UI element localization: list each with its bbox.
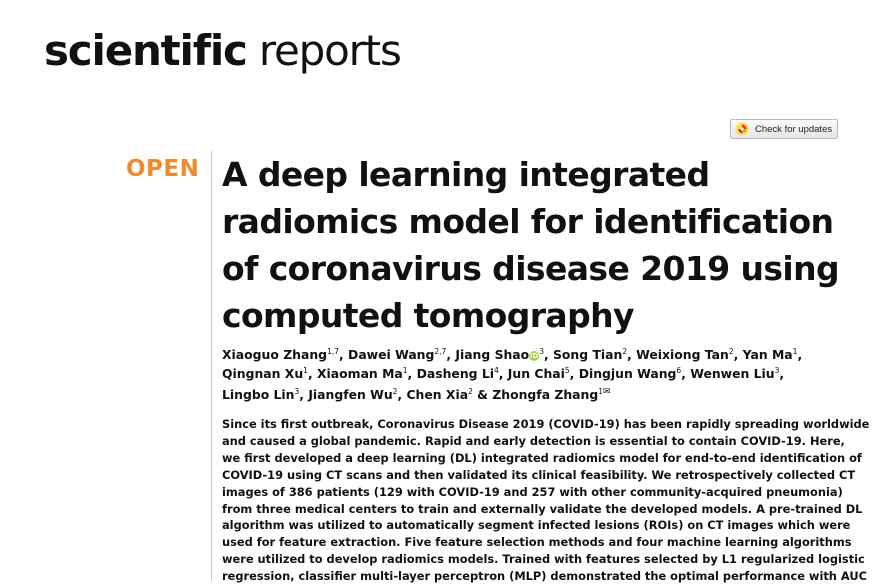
- abstract-line: regression, classifier multi-layer perceptron (MLP) demonstrated the optimal performance with AUC: [222, 569, 867, 584]
- affiliation-marker: 5: [564, 365, 570, 375]
- vertical-divider: [211, 151, 212, 580]
- affiliation-marker: 1: [792, 347, 798, 356]
- author[interactable]: [690, 366, 779, 381]
- abstract: [222, 416, 870, 585]
- affiliation-marker: 3: [294, 387, 300, 396]
- affiliation-marker: 3: [774, 365, 780, 375]
- journal-name-bold: scientific: [44, 26, 247, 75]
- affiliation-marker: 1: [598, 387, 604, 396]
- check-for-updates-icon: [735, 122, 749, 136]
- author[interactable]: [417, 366, 499, 381]
- email-icon[interactable]: ✉: [603, 387, 611, 397]
- author[interactable]: [553, 347, 627, 362]
- author-separator: ,: [779, 365, 785, 381]
- orcid-icon[interactable]: iD: [530, 352, 539, 360]
- title-line: of coronavirus disease 2019 using: [222, 249, 840, 288]
- author-name: Xiaoguo Zhang: [222, 347, 328, 362]
- author-separator: ,: [299, 387, 309, 402]
- affiliation-marker: 2: [468, 387, 473, 396]
- article-title: [222, 151, 862, 339]
- author[interactable]: [636, 347, 733, 362]
- journal-name-light: reports: [258, 26, 401, 75]
- author[interactable]: [406, 387, 472, 402]
- author-name: Jiang Shao: [455, 347, 530, 362]
- journal-name: [44, 26, 401, 75]
- author[interactable]: [222, 366, 308, 381]
- author-name: Dingjun Wang: [578, 365, 677, 381]
- abstract-line: COVID-19 using CT scans and then validated its clinical feasibility. We retrospectively collected CT: [222, 467, 856, 482]
- author-name: Yan Ma: [742, 347, 793, 362]
- affiliation-marker: 2,7: [434, 347, 447, 356]
- author-name: Lingbo Lin: [222, 387, 295, 402]
- author-separator: ,: [407, 365, 417, 381]
- affiliation-marker: 3: [539, 347, 544, 356]
- author[interactable]: [317, 366, 408, 381]
- abstract-line: and caused a global pandemic. Rapid and early detection is essential to contain COVID-19. Here,: [222, 433, 845, 448]
- author[interactable]: [308, 387, 397, 402]
- affiliation-marker: 1,7: [327, 347, 339, 356]
- author-separator: ,: [397, 387, 407, 402]
- abstract-line: we first developed a deep learning (DL) integrated radiomics model for end-to-end identification of: [222, 450, 862, 465]
- author-name: Dawei Wang: [348, 347, 435, 362]
- author-name: Xiaoman Ma: [316, 365, 403, 381]
- abstract-line: were utilized to develop radiomics models. Trained with features selected by L1 regularized logistic: [222, 552, 865, 567]
- author-separator: ,: [681, 365, 691, 381]
- author[interactable]: [743, 347, 798, 362]
- author-name: Wenwen Liu: [690, 365, 775, 381]
- author[interactable]: [508, 366, 570, 381]
- abstract-line: from three medical centers to train and externally validate the developed models. A pre-trained DL: [222, 501, 863, 516]
- author[interactable]: [222, 387, 299, 402]
- author[interactable]: [579, 366, 681, 381]
- author-name: Dasheng Li: [416, 365, 494, 381]
- author-name: Weixiong Tan: [636, 347, 729, 362]
- check-for-updates-label: Check for updates: [755, 123, 833, 135]
- author-separator: ,: [339, 347, 349, 362]
- affiliation-marker: 2: [728, 347, 734, 356]
- author-separator: ,: [498, 365, 508, 381]
- affiliation-marker: 6: [676, 365, 682, 375]
- affiliation-marker: 2: [392, 387, 398, 396]
- author-separator: ,: [307, 365, 317, 381]
- author-name: Jun Chai: [507, 365, 565, 381]
- author[interactable]: [455, 347, 544, 362]
- title-line: radiomics model for identification: [222, 202, 834, 241]
- affiliation-marker: 2: [622, 347, 628, 356]
- author-name: Zhongfa Zhang: [492, 387, 599, 402]
- author-separator: ,: [569, 365, 579, 381]
- author-name: Chen Xia: [406, 387, 469, 402]
- author-separator: ,: [797, 347, 803, 362]
- author-separator: ,: [627, 347, 637, 362]
- author[interactable]: [492, 387, 610, 402]
- affiliation-marker: 1: [402, 365, 408, 375]
- author-separator: ,: [733, 347, 743, 362]
- author-name: Jiangfen Wu: [308, 387, 393, 402]
- author-separator: &: [472, 387, 493, 402]
- title-line: A deep learning integrated: [222, 155, 710, 194]
- author-name: Qingnan Xu: [222, 365, 304, 381]
- abstract-line: algorithm was utilized to automatically segment infected lesions (ROIs) on CT images which were: [222, 518, 851, 533]
- abstract-line: used for feature extraction. Five feature selection methods and four machine learning algorithms: [222, 535, 852, 550]
- author-name: Song Tian: [553, 347, 623, 362]
- open-access-label: OPEN: [126, 156, 200, 182]
- affiliation-marker: 1: [303, 365, 308, 375]
- author[interactable]: [348, 347, 446, 362]
- author[interactable]: [222, 347, 339, 362]
- author-list: [222, 346, 862, 405]
- affiliation-marker: 4: [493, 365, 499, 375]
- abstract-line: images of 386 patients (129 with COVID-19 and 257 with other community-acquired pneumonia): [222, 484, 843, 499]
- check-for-updates-button[interactable]: [730, 119, 838, 139]
- title-line: computed tomography: [222, 296, 634, 335]
- author-separator: ,: [446, 347, 456, 362]
- author-separator: ,: [543, 347, 553, 362]
- abstract-line: Since its first outbreak, Coronavirus Disease 2019 (COVID-19) has been rapidly spreading worldwide: [222, 417, 870, 431]
